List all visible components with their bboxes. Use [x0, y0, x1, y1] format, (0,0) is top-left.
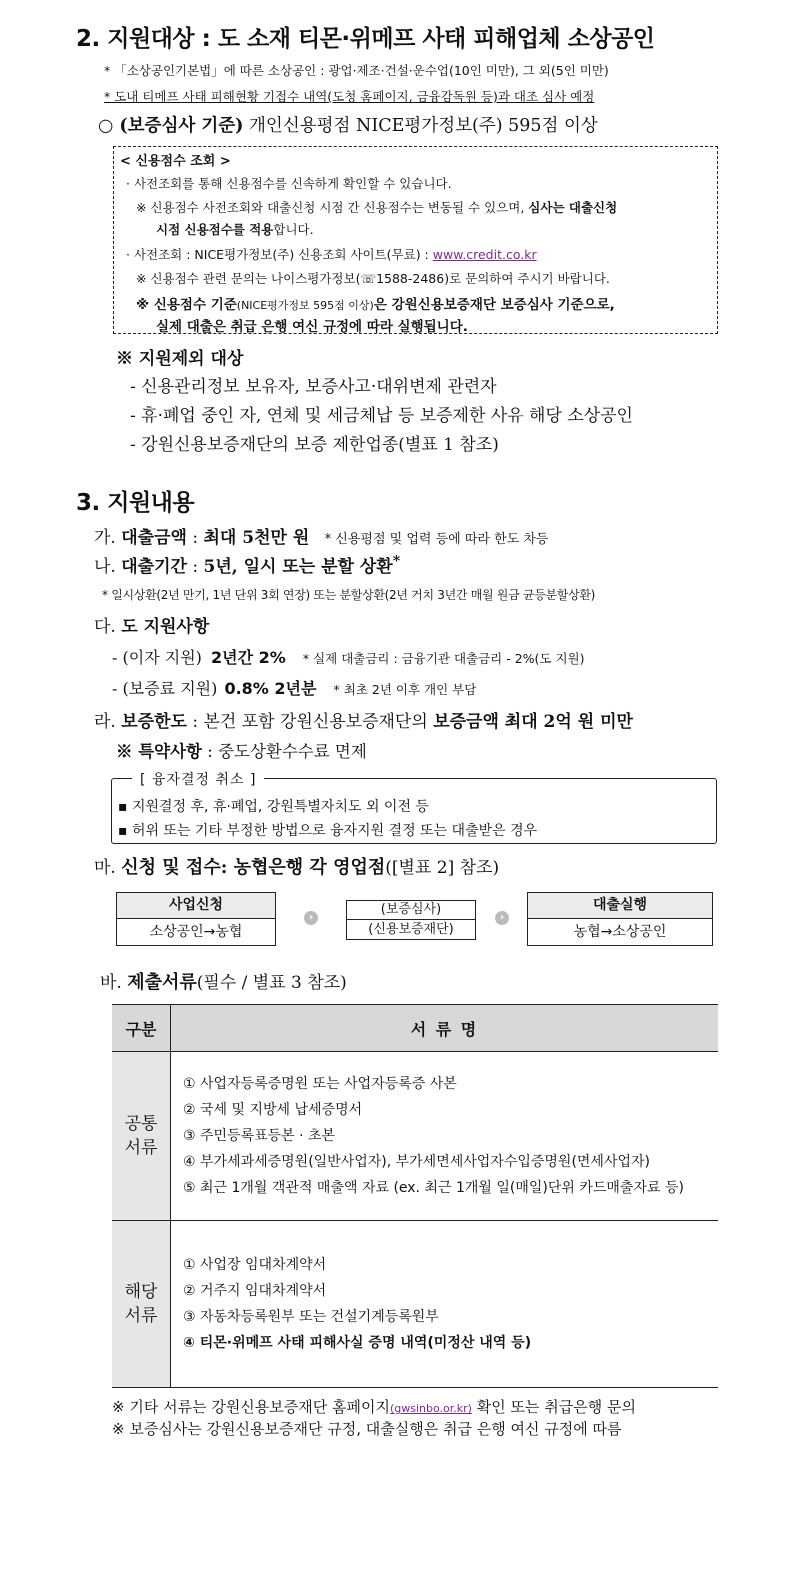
loan-period-note: * 일시상환(2년 만기, 1년 단위 3회 연장) 또는 분할상환(2년 거치 3년간 매월 원금 균등분할상환): [102, 588, 596, 602]
footer-note-1: [112, 1396, 636, 1417]
fee-support-line: [112, 676, 476, 699]
credit-box-line: [136, 198, 617, 216]
doc-item: ① 사업자등록증명원 또는 사업자등록증 사본: [183, 1076, 457, 1092]
item-prefix: 바.: [100, 973, 122, 993]
chevron-right-icon: ›: [495, 911, 509, 925]
table-row: [112, 1052, 718, 1221]
flow-step-title: 사업신청: [117, 893, 275, 919]
application-label: 신청 및 접수: 농협은행 각 영업점: [121, 857, 386, 878]
documents-table: [112, 1004, 718, 1388]
flow-step-title: 대출실행: [528, 893, 712, 919]
doc-item: ② 거주지 임대차계약서: [183, 1283, 327, 1299]
doc-item: ① 사업장 임대차계약서: [183, 1257, 327, 1273]
table-header-docs: 서 류 명: [171, 1005, 719, 1052]
guarantee-limit-value: 보증금액 최대 2억 원 미만: [433, 712, 633, 732]
loan-amount-line: 가. 대출금액 : 최대 5천만 원 * 신용평점 및 업력 등에 따라 한도 차등: [94, 528, 549, 548]
special-terms-text: : 중도상환수수료 면제: [207, 742, 367, 761]
credit-box-text: ※ 신용점수 사전조회와 대출신청 시점 간 신용점수는 변동될 수 있으며,: [136, 200, 525, 215]
fee-note: * 최초 2년 이후 개인 부담: [333, 682, 477, 697]
credit-box-line: 실제 대출은 취급 은행 여신 규정에 따라 실행됩니다.: [156, 319, 468, 335]
flow-step-sub: 소상공인→농협: [149, 924, 243, 940]
guarantee-limit-label: 보증한도: [121, 712, 187, 732]
gwsinbo-link[interactable]: (gwsinbo.or.kr): [389, 1402, 472, 1415]
flow-step-review: [346, 900, 476, 940]
guarantee-criteria: [98, 112, 598, 137]
application-line: [94, 853, 499, 879]
category-text: 서류: [124, 1138, 158, 1158]
exclusion-item: - 휴·폐업 중인 자, 연체 및 세금체납 등 보증제한 사유 해당 소상공인: [130, 406, 633, 426]
doc-item: ④ 티몬·위메프 사태 피해사실 증명 내역(미정산 내역 등): [183, 1335, 532, 1351]
guarantee-limit-line: [94, 707, 633, 732]
exclusion-item: - 강원신용보증재단의 보증 제한업종(별표 1 참조): [130, 435, 499, 455]
documents-line: [100, 968, 347, 994]
item-prefix: 가.: [94, 528, 116, 548]
note-tmep-review: * 도내 티메프 사태 피해현황 기접수 내역(도청 홈페이지, 금융감독원 등)과 대조 심사 예정: [104, 89, 595, 104]
credit-box-bold: 시점 신용점수를 적용: [156, 222, 274, 237]
table-header-row: [112, 1005, 718, 1052]
documents-label: 제출서류: [127, 972, 197, 993]
loan-period-line: 나. 대출기간 : 5년, 일시 또는 분할 상환*: [94, 553, 401, 577]
flow-step-sub: 농협→소상공인: [573, 924, 667, 940]
doc-item: ③ 주민등록표등본 · 초본: [183, 1128, 336, 1144]
footer-note-2: ※ 보증심사는 강원신용보증재단 규정, 대출실행은 취급 은행 여신 규정에 따름: [112, 1420, 622, 1438]
credit-box-line: ※ 신용점수 관련 문의는 나이스평가정보(☏1588-2486)로 문의하여 주시기 바랍니다.: [136, 271, 610, 286]
province-support-label: 도 지원사항: [121, 617, 210, 637]
credit-box-text: 합니다.: [273, 222, 314, 237]
item-prefix: 라.: [94, 712, 116, 732]
chevron-right-icon: ›: [304, 911, 318, 925]
flow-step-title: (보증심사): [347, 901, 475, 920]
exclusion-list: [130, 373, 633, 460]
flow-step-apply: [116, 892, 276, 946]
application-note: ([별표 2] 참조): [385, 858, 500, 878]
footer-text: ※ 기타 서류는 강원신용보증재단 홈페이지: [112, 1398, 390, 1416]
credit-box-title: < 신용점수 조회 >: [120, 154, 231, 169]
loan-cancel-item: ▪ 지원결정 후, 휴·폐업, 강원특별자치도 외 이전 등: [118, 799, 429, 815]
special-terms-label: ※ 특약사항: [116, 742, 203, 761]
province-support-title: [94, 612, 209, 637]
loan-cancel-item: ▪ 허위 또는 기타 부정한 방법으로 융자지원 결정 또는 대출받은 경우: [118, 823, 538, 839]
fee-label: - (보증료 지원): [112, 679, 218, 698]
item-prefix: 다.: [94, 617, 116, 637]
section3-heading: 3. 지원내용: [76, 490, 195, 516]
guarantee-text: 개인신용평점 NICE평가정보(주) 595점 이상: [249, 116, 598, 136]
credit-box-line: [156, 220, 314, 238]
documents-note: (필수 / 별표 3 참조): [196, 973, 347, 993]
table-doc-list: [171, 1052, 719, 1221]
fee-value: 0.8% 2년분: [224, 679, 317, 698]
item-prefix: 마.: [94, 858, 116, 878]
doc-item: ③ 자동차등록원부 또는 건설기계등록원부: [183, 1309, 439, 1325]
interest-support-line: [112, 645, 584, 668]
flow-step-sub: (신용보증재단): [368, 922, 454, 937]
item-prefix: 나.: [94, 557, 116, 577]
footer-text: 확인 또는 취급은행 문의: [476, 1398, 636, 1416]
credit-box-bold: 은 강원신용보증재단 보증심사 기준으로,: [373, 297, 615, 313]
credit-box-line: [126, 245, 537, 263]
loan-cancel-list: [118, 795, 537, 843]
interest-note: * 실제 대출금리 : 금융기관 대출금리 - 2%(도 지원): [302, 651, 585, 666]
category-text: 해당: [124, 1282, 158, 1302]
credit-box-bold: 심사는 대출신청: [528, 200, 618, 215]
table-header-category: 구분: [112, 1005, 171, 1052]
credit-box-text: · 사전조회 : NICE평가정보(주) 신용조회 사이트(무료) :: [126, 247, 429, 262]
doc-item: ⑤ 최근 1개월 객관적 매출액 자료 (ex. 최근 1개월 일(매일)단위 카드매출자료 등): [183, 1180, 684, 1196]
interest-value: 2년간 2%: [210, 648, 286, 667]
category-text: 서류: [124, 1306, 158, 1326]
loan-period-value: 5년, 일시 또는 분할 상환: [203, 557, 393, 577]
flow-step-loan: [527, 892, 713, 946]
loan-amount-note: * 신용평점 및 업력 등에 따라 한도 차등: [324, 532, 549, 547]
table-row: [112, 1221, 718, 1388]
loan-cancel-box: [111, 772, 717, 844]
exclusion-item: - 신용관리정보 보유자, 보증사고·대위변제 관련자: [130, 377, 497, 397]
credit-box-line: · 사전조회를 통해 신용점수를 신속하게 확인할 수 있습니다.: [126, 176, 452, 191]
table-category-applicable: [112, 1221, 171, 1388]
loan-period-label: 대출기간: [121, 557, 187, 577]
credit-score-box: [113, 146, 718, 334]
credit-site-link[interactable]: www.credit.co.kr: [432, 247, 537, 262]
section2-heading: 2. 지원대상 : 도 소재 티몬·위메프 사태 피해업체 소상공인: [76, 26, 655, 52]
guarantee-label: ○ (보증심사 기준): [98, 116, 244, 136]
loan-amount-label: 대출금액: [121, 528, 187, 548]
credit-box-line: [136, 293, 615, 313]
note-small-business-law: * 「소상공인기본법」에 따른 소상공인 : 광업·제조·건설·운수업(10인 미만), 그 외(5인 미만): [104, 63, 609, 78]
doc-item: ④ 부가세과세증명원(일반사업자), 부가세면세사업자수입증명원(면세사업자): [183, 1154, 650, 1170]
credit-box-text: (NICE평가정보 595점 이상): [236, 299, 374, 312]
loan-cancel-title: [ 융자결정 취소 ]: [132, 769, 264, 789]
loan-period-star: *: [392, 553, 401, 570]
guarantee-limit-text: : 본건 포함 강원신용보증재단의: [192, 712, 428, 732]
loan-amount-value: 최대 5천만 원: [203, 528, 310, 548]
table-doc-list: [171, 1221, 719, 1388]
special-terms-line: [116, 738, 367, 762]
credit-box-bold: ※ 신용점수 기준: [136, 297, 237, 313]
doc-item: ② 국세 및 지방세 납세증명서: [183, 1102, 363, 1118]
category-text: 공통: [124, 1114, 158, 1134]
interest-label: - (이자 지원): [112, 648, 202, 667]
exclusion-title: ※ 지원제외 대상: [116, 349, 244, 369]
table-category-common: [112, 1052, 171, 1221]
